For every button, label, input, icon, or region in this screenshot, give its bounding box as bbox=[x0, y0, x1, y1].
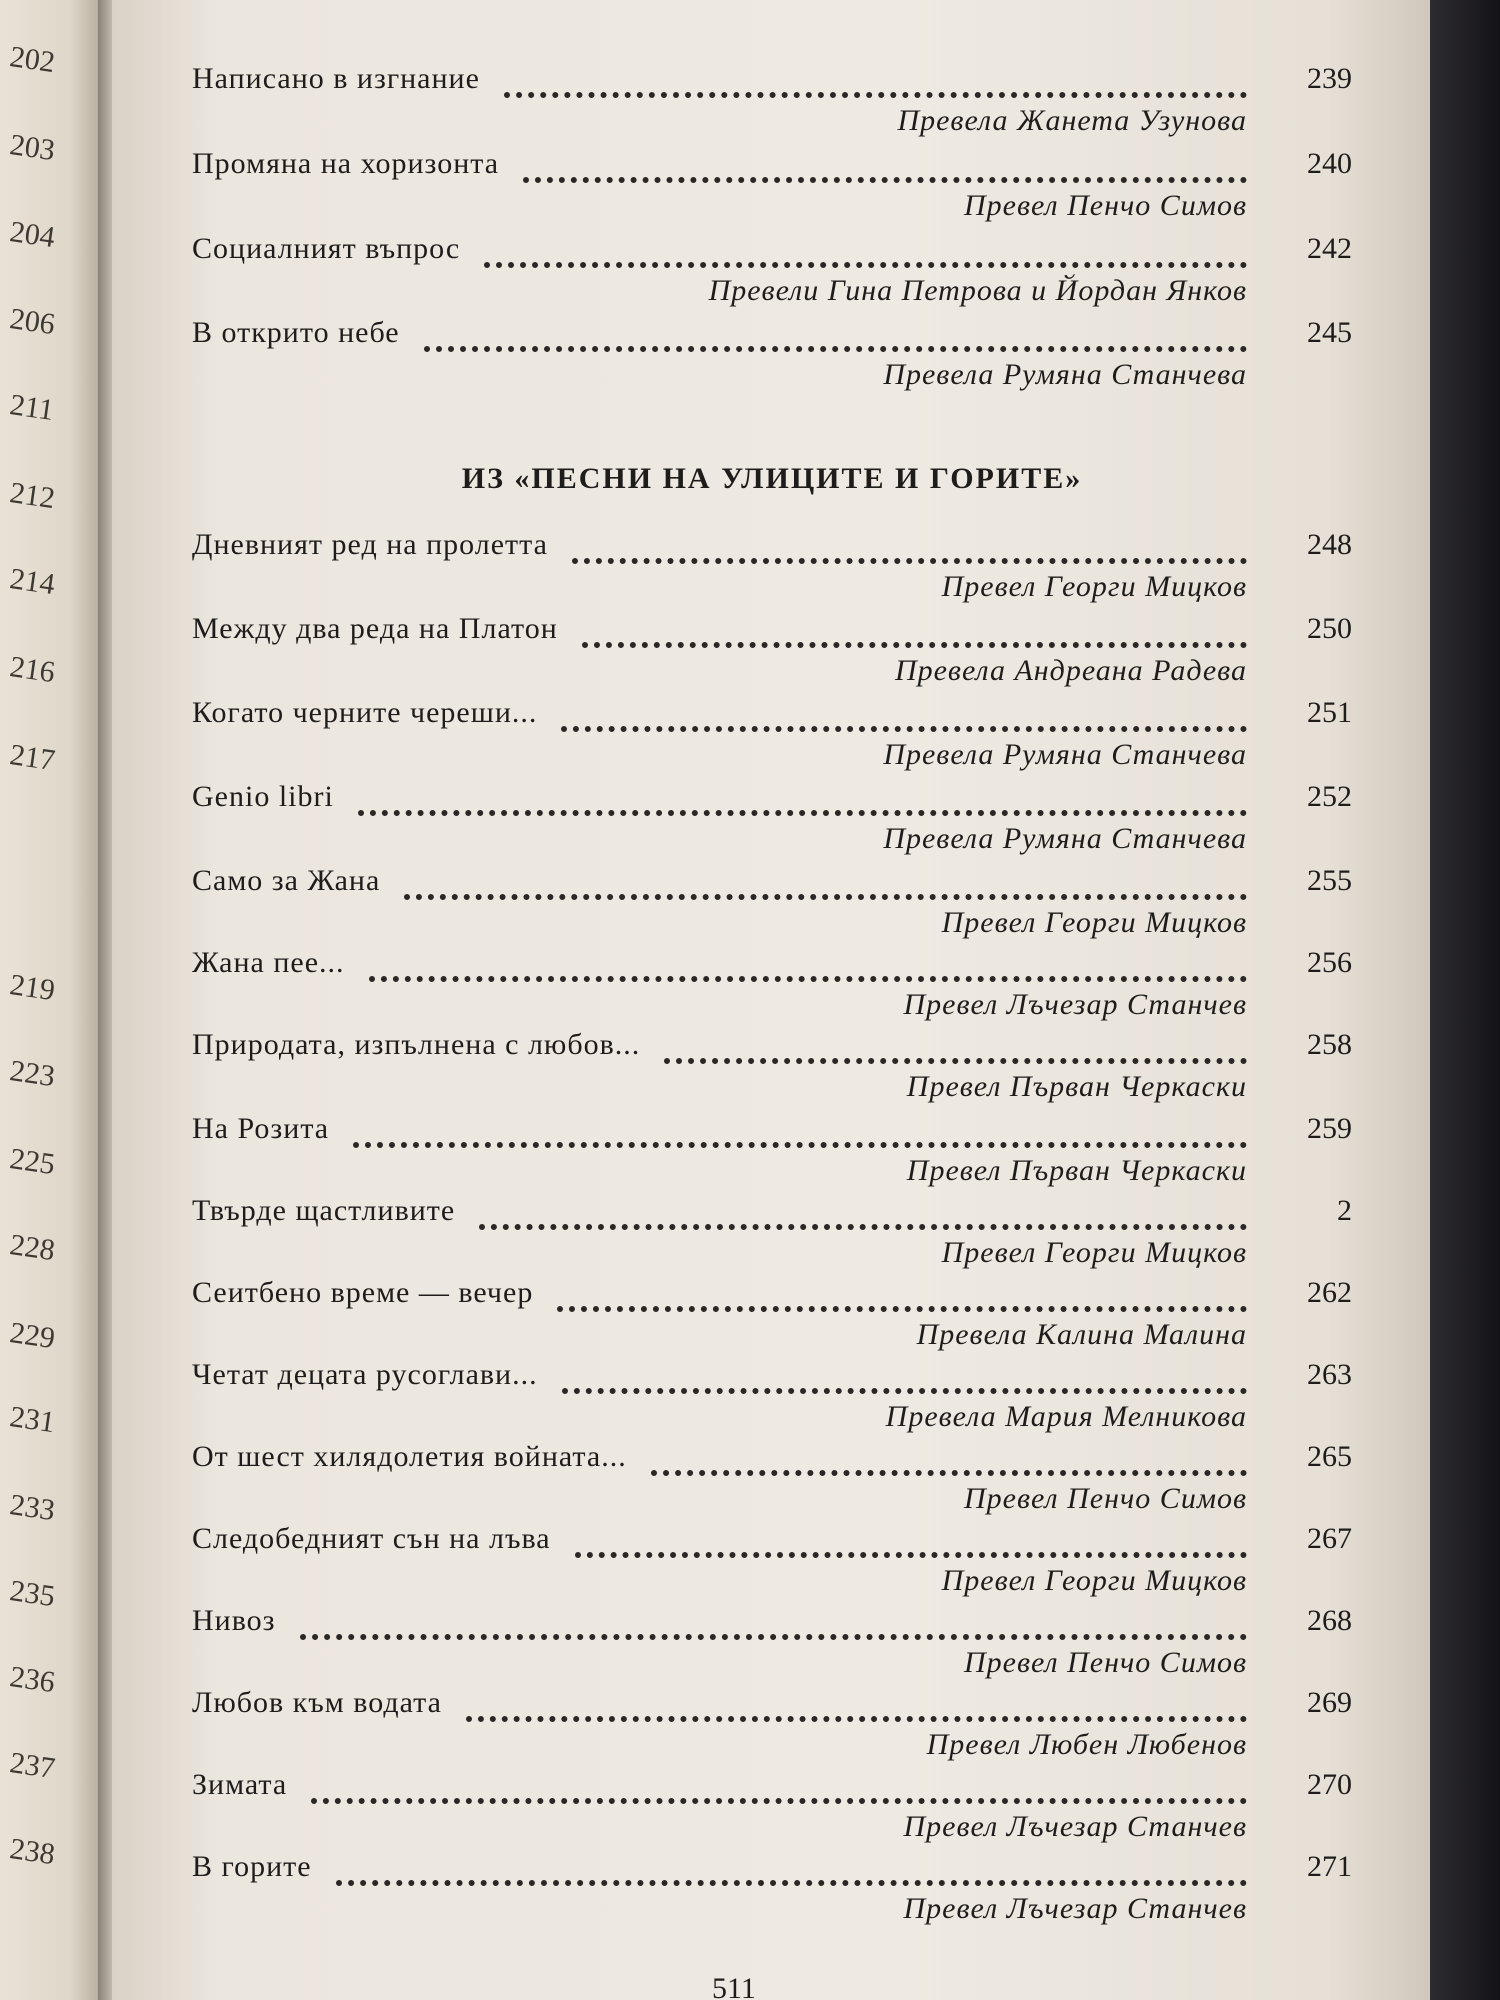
left-page-number: 229 bbox=[7, 1316, 57, 1356]
toc-entry bbox=[192, 1604, 1352, 1679]
left-page-number: 225 bbox=[7, 1142, 57, 1182]
dot-leader bbox=[404, 888, 1247, 900]
dot-leader bbox=[651, 1464, 1247, 1476]
toc-entry-translator: Превели Гина Петрова и Йордан Янков bbox=[708, 274, 1247, 307]
dot-leader bbox=[424, 340, 1247, 352]
toc-entry-translator: Превел Лъчезар Станчев bbox=[903, 1892, 1247, 1925]
toc-entry-title: Четат децата русоглави... bbox=[192, 1358, 538, 1391]
dot-leader bbox=[664, 1052, 1247, 1064]
left-page-number: 237 bbox=[7, 1746, 57, 1786]
left-page-number: 216 bbox=[7, 650, 57, 690]
toc-entry-translator: Превела Румяна Станчева bbox=[883, 738, 1247, 771]
toc-entry-translator: Превела Жанета Узунова bbox=[897, 104, 1247, 137]
toc-entry-page-number: 271 bbox=[1307, 1850, 1352, 1883]
toc-entry-title: Социалният въпрос bbox=[192, 232, 461, 265]
toc-entry bbox=[192, 780, 1352, 855]
toc-entry-line bbox=[192, 1768, 1352, 1812]
toc-entry-line bbox=[192, 1358, 1352, 1402]
toc-entry-page-number: 240 bbox=[1307, 147, 1352, 180]
toc-entry-page-number: 259 bbox=[1307, 1112, 1352, 1145]
left-page-number: 228 bbox=[7, 1228, 57, 1268]
toc-entry bbox=[192, 62, 1352, 137]
toc-entry-page-number: 250 bbox=[1307, 612, 1352, 645]
toc-entry bbox=[192, 1112, 1352, 1187]
toc-entry-translator: Превел Любен Любенов bbox=[926, 1728, 1247, 1761]
toc-entry-title: Промяна на хоризонта bbox=[192, 147, 500, 180]
toc-entry bbox=[192, 1358, 1352, 1433]
toc-entry-translator: Превел Георги Мицков bbox=[941, 906, 1247, 939]
book-cover-edge bbox=[1430, 0, 1500, 2000]
toc-entry-page-number: 239 bbox=[1307, 62, 1352, 95]
toc-entry-title: В горите bbox=[192, 1850, 312, 1883]
toc-entry-title: Природата, изпълнена с любов... bbox=[192, 1028, 641, 1061]
toc-entry-line bbox=[192, 1440, 1352, 1484]
toc-entry bbox=[192, 1194, 1352, 1269]
toc-entry-title: Genio libri bbox=[192, 780, 334, 813]
toc-entry bbox=[192, 696, 1352, 771]
toc-entry-line bbox=[192, 864, 1352, 908]
toc-entry-line bbox=[192, 1850, 1352, 1894]
left-page-number: 212 bbox=[7, 476, 57, 516]
footer-page-number: 511 bbox=[712, 1972, 756, 2000]
toc-entry-line bbox=[192, 1604, 1352, 1648]
toc-entry bbox=[192, 147, 1352, 222]
dot-leader bbox=[353, 1136, 1247, 1148]
toc-entry bbox=[192, 946, 1352, 1021]
toc-entry-translator: Превел Георги Мицков bbox=[941, 570, 1247, 603]
toc-entry-line bbox=[192, 1112, 1352, 1156]
toc-entry-page-number: 267 bbox=[1307, 1522, 1352, 1555]
toc-entry-translator: Превел Пенчо Симов bbox=[963, 189, 1247, 222]
toc-entry-translator: Превел Лъчезар Станчев bbox=[903, 1810, 1247, 1843]
toc-entry bbox=[192, 612, 1352, 687]
toc-entry bbox=[192, 1850, 1352, 1925]
toc-entry-line bbox=[192, 1028, 1352, 1072]
toc-entry-page-number: 242 bbox=[1307, 232, 1352, 265]
toc-entry bbox=[192, 1522, 1352, 1597]
toc-entry-title: Сеитбено време — вечер bbox=[192, 1276, 534, 1309]
toc-entry-line bbox=[192, 946, 1352, 990]
dot-leader bbox=[300, 1628, 1247, 1640]
toc-entry-title: Само за Жана bbox=[192, 864, 381, 897]
left-page-number: 219 bbox=[7, 968, 57, 1008]
toc-entry-page-number: 263 bbox=[1307, 1358, 1352, 1391]
toc-entry-translator: Превел Лъчезар Станчев bbox=[903, 988, 1247, 1021]
toc-entry-title: Жана пее... bbox=[192, 946, 345, 979]
dot-leader bbox=[358, 804, 1247, 816]
toc-entry bbox=[192, 864, 1352, 939]
toc-entry-line bbox=[192, 1686, 1352, 1730]
dot-leader bbox=[336, 1874, 1247, 1886]
toc-entry bbox=[192, 1768, 1352, 1843]
toc-entry-page-number: 270 bbox=[1307, 1768, 1352, 1801]
toc-entry-line bbox=[192, 62, 1352, 106]
section-heading: ИЗ «ПЕСНИ НА УЛИЦИТЕ И ГОРИТЕ» bbox=[461, 462, 1083, 495]
left-page-number: 231 bbox=[7, 1400, 57, 1440]
toc-entry-title: Дневният ред на пролетта bbox=[192, 528, 548, 561]
dot-leader bbox=[466, 1710, 1247, 1722]
left-page-number: 204 bbox=[7, 215, 57, 255]
toc-entry-line bbox=[192, 696, 1352, 740]
dot-leader bbox=[557, 1300, 1247, 1312]
toc-entry-translator: Превел Георги Мицков bbox=[941, 1236, 1247, 1269]
dot-leader bbox=[523, 171, 1247, 183]
toc-entry-title: Любов към водата bbox=[192, 1686, 442, 1719]
toc-entry-translator: Превел Пенчо Симов bbox=[963, 1482, 1247, 1515]
toc-entry-title: Написано в изгнание bbox=[192, 62, 480, 95]
toc-entry-title: Между два реда на Платон bbox=[192, 612, 558, 645]
toc-entry-page-number: 248 bbox=[1307, 528, 1352, 561]
toc-entry-translator: Превела Андреана Радева bbox=[894, 654, 1247, 687]
toc-entry-page-number: 262 bbox=[1307, 1276, 1352, 1309]
toc-entry-title: Нивоз bbox=[192, 1604, 276, 1637]
dot-leader bbox=[484, 256, 1247, 268]
left-page-number: 211 bbox=[7, 388, 56, 427]
toc-entry bbox=[192, 1276, 1352, 1351]
toc-entry-page-number: 251 bbox=[1307, 696, 1352, 729]
toc-entry-page-number: 245 bbox=[1307, 316, 1352, 349]
toc-entry-translator: Превела Румяна Станчева bbox=[883, 822, 1247, 855]
toc-entry-translator: Превел Първан Черкаски bbox=[906, 1070, 1247, 1103]
toc-entry-translator: Превел Първан Черкаски bbox=[906, 1154, 1247, 1187]
toc-entry-line bbox=[192, 780, 1352, 824]
toc-entry-page-number: 269 bbox=[1307, 1686, 1352, 1719]
toc-entry-translator: Превел Георги Мицков bbox=[941, 1564, 1247, 1597]
left-page-number: 214 bbox=[7, 562, 57, 602]
left-page-number: 202 bbox=[7, 40, 57, 80]
toc-entry bbox=[192, 232, 1352, 307]
toc-entry bbox=[192, 1686, 1352, 1761]
toc-entry-page-number: 256 bbox=[1307, 946, 1352, 979]
left-page-number: 206 bbox=[7, 302, 57, 342]
left-page-number: 203 bbox=[7, 128, 57, 168]
toc-entry-line bbox=[192, 1194, 1352, 1238]
toc-entry-translator: Превела Калина Малина bbox=[916, 1318, 1247, 1351]
toc-entry-title: Следобедният сън на лъва bbox=[192, 1522, 551, 1555]
dot-leader bbox=[479, 1218, 1247, 1230]
toc-entry-line bbox=[192, 612, 1352, 656]
toc-entry-page-number: 2 bbox=[1337, 1194, 1352, 1227]
dot-leader bbox=[582, 636, 1247, 648]
toc-entry-translator: Превела Мария Мелникова bbox=[885, 1400, 1247, 1433]
left-facing-page bbox=[0, 0, 100, 2000]
left-page-number: 235 bbox=[7, 1574, 57, 1614]
toc-entry bbox=[192, 528, 1352, 603]
dot-leader bbox=[369, 970, 1247, 982]
toc-entry-line bbox=[192, 1276, 1352, 1320]
toc-entry-line bbox=[192, 147, 1352, 191]
left-page-number: 236 bbox=[7, 1660, 57, 1700]
left-page-number: 238 bbox=[7, 1832, 57, 1872]
toc-entry-page-number: 255 bbox=[1307, 864, 1352, 897]
left-page-number: 223 bbox=[7, 1054, 57, 1094]
dot-leader bbox=[561, 720, 1247, 732]
dot-leader bbox=[311, 1792, 1247, 1804]
dot-leader bbox=[572, 552, 1247, 564]
dot-leader bbox=[504, 86, 1247, 98]
toc-entry-line bbox=[192, 232, 1352, 276]
dot-leader bbox=[575, 1546, 1247, 1558]
toc-entry-page-number: 268 bbox=[1307, 1604, 1352, 1637]
toc-entry bbox=[192, 1028, 1352, 1103]
toc-entry-title: От шест хилядолетия войната... bbox=[192, 1440, 627, 1473]
toc-entry-title: Зимата bbox=[192, 1768, 288, 1801]
toc-entry-page-number: 258 bbox=[1307, 1028, 1352, 1061]
toc-entry-line bbox=[192, 316, 1352, 360]
left-page-number: 233 bbox=[7, 1488, 57, 1528]
contents-page bbox=[112, 0, 1432, 2000]
dot-leader bbox=[562, 1382, 1247, 1394]
toc-entry-translator: Превел Пенчо Симов bbox=[963, 1646, 1247, 1679]
toc-entry-line bbox=[192, 1522, 1352, 1566]
toc-entry-title: Когато черните череши... bbox=[192, 696, 538, 729]
toc-entry-title: На Розита bbox=[192, 1112, 330, 1145]
toc-entry bbox=[192, 316, 1352, 391]
left-page-number: 217 bbox=[7, 738, 57, 778]
toc-entry-page-number: 265 bbox=[1307, 1440, 1352, 1473]
toc-entry-title: В открито небе bbox=[192, 316, 400, 349]
toc-entry-title: Твърде щастливите bbox=[192, 1194, 456, 1227]
toc-entry-page-number: 252 bbox=[1307, 780, 1352, 813]
toc-entry bbox=[192, 1440, 1352, 1515]
toc-entry-line bbox=[192, 528, 1352, 572]
toc-entry-translator: Превела Румяна Станчева bbox=[883, 358, 1247, 391]
